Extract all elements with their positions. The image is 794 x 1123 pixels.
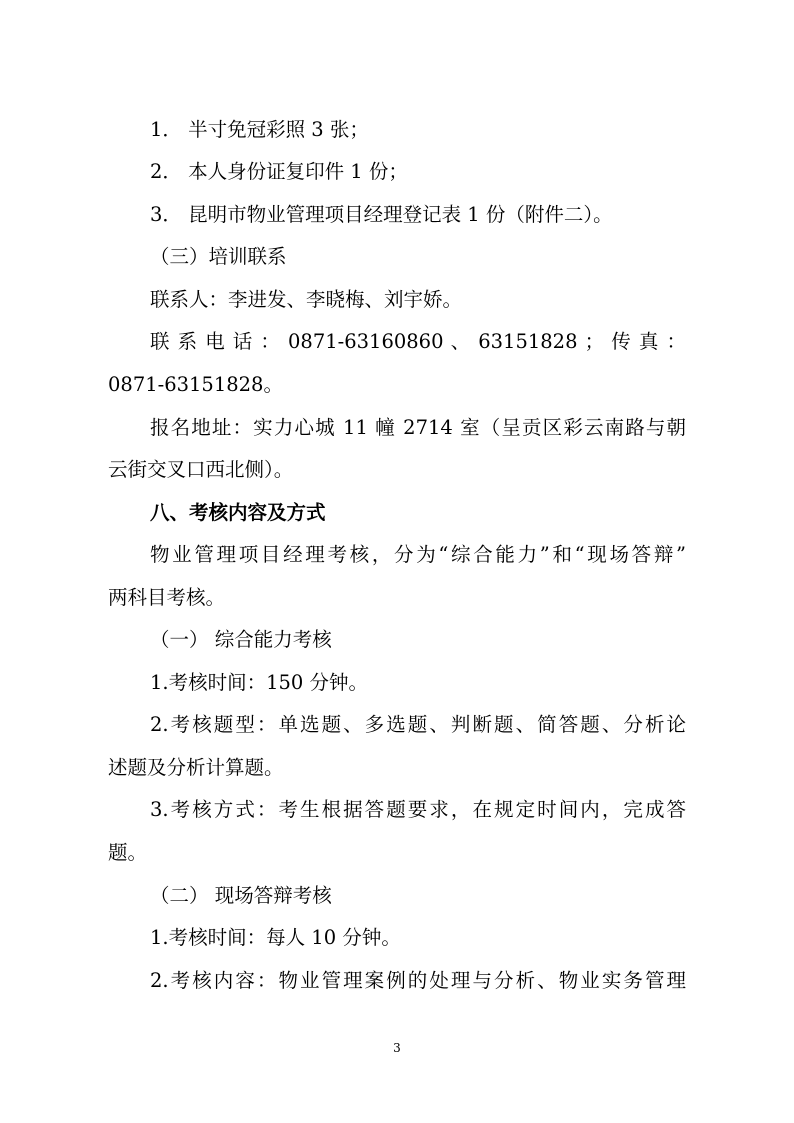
comprehensive-method-cont: 题。 — [108, 841, 148, 864]
comprehensive-types: 2.考核题型：单选题、多选题、判断题、简答题、分析论 — [150, 713, 686, 736]
oral-defense-content: 2.考核内容：物业管理案例的处理与分析、物业实务管理 — [150, 969, 686, 992]
comprehensive-time: 1.考核时间：150 分钟。 — [150, 671, 369, 694]
section-comprehensive: （一） 综合能力考核 — [150, 628, 332, 651]
contact-persons: 联系人：李进发、李晓梅、刘宇娇。 — [150, 288, 463, 311]
section-oral-defense: （二） 现场答辩考核 — [150, 884, 332, 907]
assessment-intro-cont: 两科目考核。 — [108, 586, 226, 609]
material-item-1: 1． 半寸免冠彩照 3 张； — [150, 118, 369, 141]
oral-defense-time: 1.考核时间：每人 10 分钟。 — [150, 926, 401, 949]
material-item-2: 2． 本人身份证复印件 1 份； — [150, 160, 408, 183]
contact-fax: 0871-63151828。 — [108, 373, 283, 396]
page-number: 3 — [393, 1041, 401, 1055]
section-training-contact: （三）培训联系 — [150, 245, 287, 268]
material-item-3: 3． 昆明市物业管理项目经理登记表 1 份（附件二）。 — [150, 203, 613, 226]
contact-phone: 联 系 电 话 ： 0871-63160860 、 63151828 ； 传 真 ： — [150, 330, 686, 353]
comprehensive-method: 3.考核方式：考生根据答题要求，在规定时间内，完成答 — [150, 798, 686, 821]
heading-assessment: 八、考核内容及方式 — [150, 501, 326, 524]
comprehensive-types-cont: 述题及分析计算题。 — [108, 756, 284, 779]
registration-address-cont: 云街交叉口西北侧）。 — [108, 458, 294, 481]
registration-address: 报名地址：实力心城 11 幢 2714 室（呈贡区彩云南路与朝 — [150, 416, 686, 439]
assessment-intro: 物业管理项目经理考核，分为“综合能力”和“现场答辩” — [150, 543, 686, 566]
